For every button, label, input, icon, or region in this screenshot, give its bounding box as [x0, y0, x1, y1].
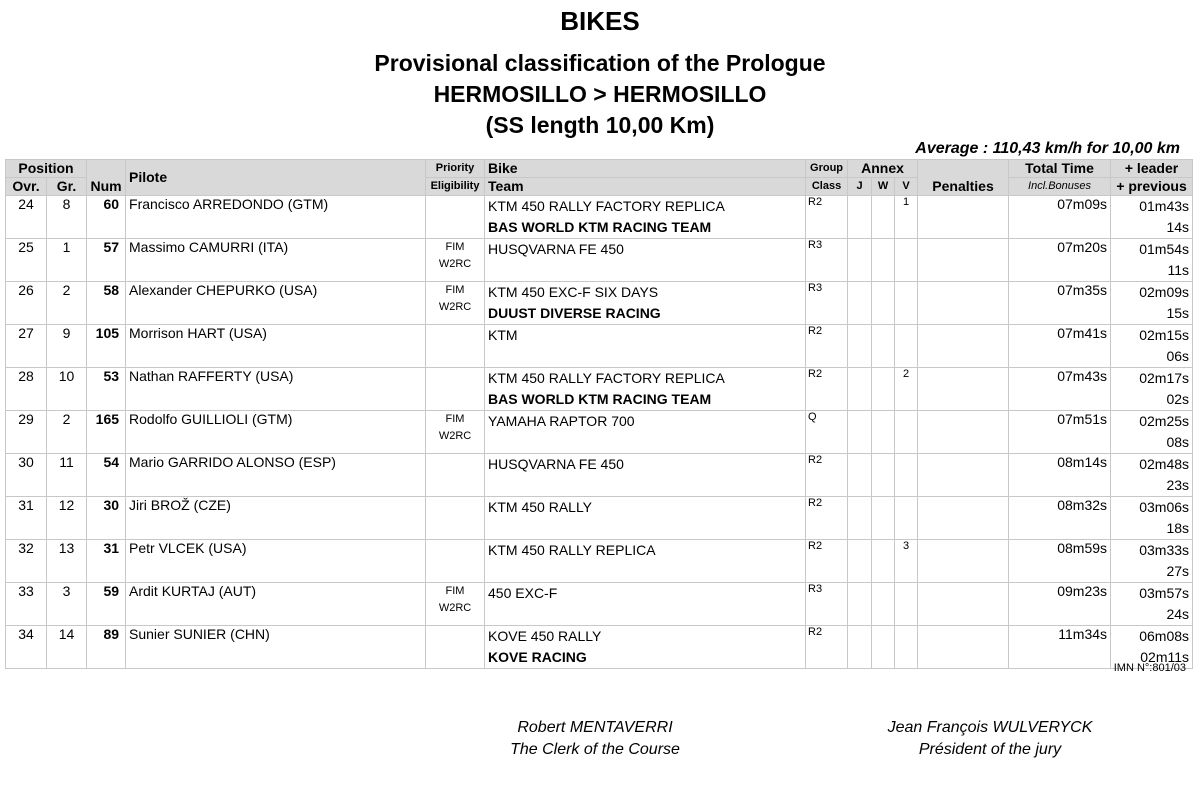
- eligibility-label: W2RC: [438, 301, 472, 313]
- cell-group-class: R2: [806, 540, 848, 583]
- header-incl-bonuses: Incl.Bonuses: [1009, 178, 1111, 196]
- gap-previous: 27s: [1166, 563, 1190, 579]
- average-speed: Average : 110,43 km/h for 10,00 km: [915, 140, 1180, 157]
- cell-annex-w: [872, 540, 895, 583]
- cell-group-class: R2: [806, 454, 848, 497]
- cell-annex-w: [872, 583, 895, 626]
- cell-gaps: [1111, 540, 1193, 583]
- cell-priority: [426, 239, 485, 282]
- classification-table: [5, 159, 1193, 669]
- cell-num: 89: [87, 626, 126, 669]
- cell-priority: [426, 325, 485, 368]
- table-row: [6, 325, 1193, 368]
- cell-bike-team: [485, 196, 806, 239]
- priority-label: FIM: [445, 413, 465, 425]
- header-gr: Gr.: [47, 178, 87, 196]
- gap-leader: 01m43s: [1139, 198, 1190, 214]
- signature-role: Président of the jury: [918, 741, 1062, 758]
- cell-pilote: Sunier SUNIER (CHN): [126, 626, 426, 669]
- cell-ovr: 34: [6, 626, 47, 669]
- header-total-time: Total Time: [1009, 160, 1111, 178]
- cell-gr: 3: [47, 583, 87, 626]
- cell-priority: [426, 368, 485, 411]
- cell-ovr: 24: [6, 196, 47, 239]
- header-ovr: Ovr.: [6, 178, 47, 196]
- cell-annex-v: [895, 325, 918, 368]
- cell-annex-w: [872, 239, 895, 282]
- cell-pilote: Rodolfo GUILLIOLI (GTM): [126, 411, 426, 454]
- cell-priority: [426, 583, 485, 626]
- gap-leader: 03m33s: [1139, 542, 1190, 558]
- cell-annex-v: [895, 454, 918, 497]
- cell-ovr: 33: [6, 583, 47, 626]
- cell-annex-v: [895, 239, 918, 282]
- cell-ovr: 30: [6, 454, 47, 497]
- cell-pilote: Massimo CAMURRI (ITA): [126, 239, 426, 282]
- cell-gr: 2: [47, 411, 87, 454]
- cell-priority: [426, 196, 485, 239]
- cell-annex-w: [872, 196, 895, 239]
- signature-jury-president: [860, 717, 1120, 761]
- cell-total-time: 07m41s: [1009, 325, 1111, 368]
- cell-bike-team: [485, 325, 806, 368]
- table-row: [6, 583, 1193, 626]
- cell-ovr: 28: [6, 368, 47, 411]
- cell-num: 58: [87, 282, 126, 325]
- cell-bike-team: [485, 239, 806, 282]
- priority-label: FIM: [445, 241, 465, 253]
- cell-annex-v: [895, 497, 918, 540]
- bike-model: KTM 450 RALLY: [488, 499, 593, 515]
- cell-annex-v: [895, 583, 918, 626]
- gap-leader: 02m09s: [1139, 284, 1190, 300]
- gap-previous: 08s: [1166, 434, 1190, 450]
- cell-pilote: Morrison HART (USA): [126, 325, 426, 368]
- header-position: Position: [6, 160, 87, 178]
- cell-bike-team: [485, 583, 806, 626]
- cell-gaps: [1111, 497, 1193, 540]
- cell-gr: 12: [47, 497, 87, 540]
- cell-pilote: Alexander CHEPURKO (USA): [126, 282, 426, 325]
- cell-total-time: 08m59s: [1009, 540, 1111, 583]
- cell-group-class: R2: [806, 325, 848, 368]
- cell-pilote: Ardit KURTAJ (AUT): [126, 583, 426, 626]
- gap-leader: 03m06s: [1139, 499, 1190, 515]
- gap-previous: 11s: [1167, 262, 1190, 278]
- bike-model: HUSQVARNA FE 450: [488, 241, 624, 257]
- bike-model: KTM 450 EXC-F SIX DAYS: [488, 284, 659, 300]
- cell-annex-j: [848, 411, 872, 454]
- cell-ovr: 25: [6, 239, 47, 282]
- cell-annex-w: [872, 325, 895, 368]
- cell-penalties: [918, 196, 1009, 239]
- cell-gr: 13: [47, 540, 87, 583]
- header-eligibility: Eligibility: [426, 178, 485, 196]
- gap-leader: 06m08s: [1139, 628, 1190, 644]
- gap-previous: 15s: [1166, 305, 1190, 321]
- cell-gaps: [1111, 368, 1193, 411]
- bike-model: KTM 450 RALLY REPLICA: [488, 542, 656, 558]
- cell-annex-j: [848, 368, 872, 411]
- header-group: Group: [806, 160, 848, 178]
- cell-group-class: R3: [806, 239, 848, 282]
- signature-name: Robert MENTAVERRI: [517, 719, 673, 736]
- cell-annex-w: [872, 497, 895, 540]
- cell-annex-j: [848, 626, 872, 669]
- cell-ovr: 32: [6, 540, 47, 583]
- cell-num: 165: [87, 411, 126, 454]
- header-penalties: Penalties: [918, 160, 1009, 196]
- cell-total-time: 07m20s: [1009, 239, 1111, 282]
- cell-bike-team: [485, 540, 806, 583]
- cell-gr: 1: [47, 239, 87, 282]
- cell-penalties: [918, 454, 1009, 497]
- gap-leader: 02m15s: [1139, 327, 1190, 343]
- cell-gr: 2: [47, 282, 87, 325]
- cell-annex-w: [872, 282, 895, 325]
- cell-total-time: 08m14s: [1009, 454, 1111, 497]
- cell-group-class: R2: [806, 497, 848, 540]
- cell-gr: 10: [47, 368, 87, 411]
- gap-leader: 02m25s: [1139, 413, 1190, 429]
- team-name: BAS WORLD KTM RACING TEAM: [488, 391, 712, 407]
- cell-priority: [426, 540, 485, 583]
- cell-annex-j: [848, 325, 872, 368]
- cell-bike-team: [485, 411, 806, 454]
- cell-gaps: [1111, 325, 1193, 368]
- gap-previous: 02s: [1166, 391, 1190, 407]
- signature-name: Jean François WULVERYCK: [887, 719, 1093, 736]
- gap-previous: 02m11s: [1140, 649, 1190, 665]
- table-header-row: [6, 160, 1193, 178]
- cell-bike-team: [485, 454, 806, 497]
- header-annex-j: J: [848, 178, 872, 196]
- cell-total-time: 09m23s: [1009, 583, 1111, 626]
- cell-penalties: [918, 626, 1009, 669]
- cell-num: 57: [87, 239, 126, 282]
- header-previous: + previous: [1111, 178, 1193, 196]
- header-annex-w: W: [872, 178, 895, 196]
- bike-model: KOVE 450 RALLY: [488, 628, 602, 644]
- cell-group-class: R2: [806, 196, 848, 239]
- cell-pilote: Mario GARRIDO ALONSO (ESP): [126, 454, 426, 497]
- cell-gaps: [1111, 583, 1193, 626]
- cell-penalties: [918, 411, 1009, 454]
- gap-leader: 03m57s: [1139, 585, 1190, 601]
- cell-pilote: Petr VLCEK (USA): [126, 540, 426, 583]
- classification-subtitle: Provisional classification of the Prologue: [374, 50, 826, 76]
- cell-annex-v: 1: [895, 196, 918, 239]
- cell-gaps: [1111, 196, 1193, 239]
- table-row: [6, 282, 1193, 325]
- gap-leader: 02m48s: [1139, 456, 1190, 472]
- cell-penalties: [918, 540, 1009, 583]
- cell-num: 31: [87, 540, 126, 583]
- bike-model: KTM 450 RALLY FACTORY REPLICA: [488, 198, 725, 214]
- table-row: [6, 540, 1193, 583]
- cell-penalties: [918, 583, 1009, 626]
- cell-penalties: [918, 239, 1009, 282]
- cell-gaps: [1111, 239, 1193, 282]
- cell-annex-v: 3: [895, 540, 918, 583]
- bike-model: KTM: [488, 327, 518, 343]
- cell-bike-team: [485, 368, 806, 411]
- cell-ovr: 26: [6, 282, 47, 325]
- header-annex: Annex: [848, 160, 918, 178]
- signature-role: The Clerk of the Course: [510, 741, 680, 758]
- cell-num: 105: [87, 325, 126, 368]
- cell-annex-v: [895, 411, 918, 454]
- cell-bike-team: [485, 497, 806, 540]
- team-name: DUUST DIVERSE RACING: [488, 305, 661, 321]
- bike-model: YAMAHA RAPTOR 700: [488, 413, 635, 429]
- cell-annex-j: [848, 497, 872, 540]
- cell-penalties: [918, 282, 1009, 325]
- bike-model: HUSQVARNA FE 450: [488, 456, 624, 472]
- bike-model: KTM 450 RALLY FACTORY REPLICA: [488, 370, 725, 386]
- cell-gaps: [1111, 411, 1193, 454]
- header-priority: Priority: [426, 160, 485, 178]
- header-bike: Bike: [485, 160, 806, 178]
- cell-pilote: Nathan RAFFERTY (USA): [126, 368, 426, 411]
- imn-number: IMN N°:801/03: [1113, 662, 1186, 674]
- cell-annex-j: [848, 282, 872, 325]
- table-row: [6, 454, 1193, 497]
- ss-length: (SS length 10,00 Km): [485, 112, 715, 138]
- page-title: BIKES: [560, 6, 640, 36]
- cell-gaps: [1111, 282, 1193, 325]
- header-annex-v: V: [895, 178, 918, 196]
- cell-annex-j: [848, 239, 872, 282]
- gap-previous: 24s: [1166, 606, 1190, 622]
- cell-total-time: 07m09s: [1009, 196, 1111, 239]
- gap-previous: 14s: [1166, 219, 1190, 235]
- cell-ovr: 29: [6, 411, 47, 454]
- cell-bike-team: [485, 282, 806, 325]
- cell-penalties: [918, 497, 1009, 540]
- cell-ovr: 27: [6, 325, 47, 368]
- cell-annex-j: [848, 454, 872, 497]
- cell-total-time: 11m34s: [1009, 626, 1111, 669]
- cell-annex-j: [848, 540, 872, 583]
- cell-annex-w: [872, 454, 895, 497]
- cell-group-class: R2: [806, 368, 848, 411]
- header-team: Team: [485, 178, 806, 196]
- bike-model: 450 EXC-F: [488, 585, 558, 601]
- cell-num: 60: [87, 196, 126, 239]
- cell-priority: [426, 454, 485, 497]
- cell-pilote: Francisco ARREDONDO (GTM): [126, 196, 426, 239]
- gap-previous: 23s: [1166, 477, 1190, 493]
- header-class: Class: [806, 178, 848, 196]
- route-title: HERMOSILLO > HERMOSILLO: [433, 81, 767, 107]
- cell-pilote: Jiri BROŽ (CZE): [126, 497, 426, 540]
- table-row: [6, 497, 1193, 540]
- table-row: [6, 411, 1193, 454]
- cell-annex-w: [872, 411, 895, 454]
- cell-num: 53: [87, 368, 126, 411]
- table-row: [6, 368, 1193, 411]
- header-pilote: Pilote: [126, 160, 426, 196]
- cell-gr: 11: [47, 454, 87, 497]
- cell-ovr: 31: [6, 497, 47, 540]
- cell-priority: [426, 626, 485, 669]
- gap-previous: 18s: [1166, 520, 1190, 536]
- cell-annex-w: [872, 626, 895, 669]
- table-row: [6, 626, 1193, 669]
- table-row: [6, 239, 1193, 282]
- gap-leader: 02m17s: [1139, 370, 1190, 386]
- cell-total-time: 07m35s: [1009, 282, 1111, 325]
- cell-annex-v: [895, 282, 918, 325]
- cell-penalties: [918, 325, 1009, 368]
- header-num: Num: [87, 160, 126, 196]
- cell-gaps: [1111, 454, 1193, 497]
- cell-num: 59: [87, 583, 126, 626]
- gap-previous: 06s: [1166, 348, 1190, 364]
- cell-annex-j: [848, 196, 872, 239]
- cell-total-time: 08m32s: [1009, 497, 1111, 540]
- header-leader: + leader: [1111, 160, 1193, 178]
- cell-annex-w: [872, 368, 895, 411]
- cell-gr: 14: [47, 626, 87, 669]
- cell-priority: [426, 282, 485, 325]
- cell-group-class: R3: [806, 583, 848, 626]
- priority-label: FIM: [445, 585, 465, 597]
- cell-total-time: 07m43s: [1009, 368, 1111, 411]
- cell-group-class: R2: [806, 626, 848, 669]
- eligibility-label: W2RC: [438, 602, 472, 614]
- cell-annex-j: [848, 583, 872, 626]
- cell-group-class: R3: [806, 282, 848, 325]
- cell-priority: [426, 497, 485, 540]
- table-row: [6, 196, 1193, 239]
- cell-num: 30: [87, 497, 126, 540]
- cell-bike-team: [485, 626, 806, 669]
- cell-total-time: 07m51s: [1009, 411, 1111, 454]
- cell-priority: [426, 411, 485, 454]
- gap-leader: 01m54s: [1139, 241, 1190, 257]
- eligibility-label: W2RC: [438, 430, 472, 442]
- signature-clerk: [480, 717, 710, 761]
- eligibility-label: W2RC: [438, 258, 472, 270]
- priority-label: FIM: [445, 284, 465, 296]
- cell-penalties: [918, 368, 1009, 411]
- cell-num: 54: [87, 454, 126, 497]
- cell-annex-v: [895, 626, 918, 669]
- cell-group-class: Q: [806, 411, 848, 454]
- cell-gr: 8: [47, 196, 87, 239]
- team-name: BAS WORLD KTM RACING TEAM: [488, 219, 712, 235]
- cell-annex-v: 2: [895, 368, 918, 411]
- team-name: KOVE RACING: [488, 649, 587, 665]
- cell-gr: 9: [47, 325, 87, 368]
